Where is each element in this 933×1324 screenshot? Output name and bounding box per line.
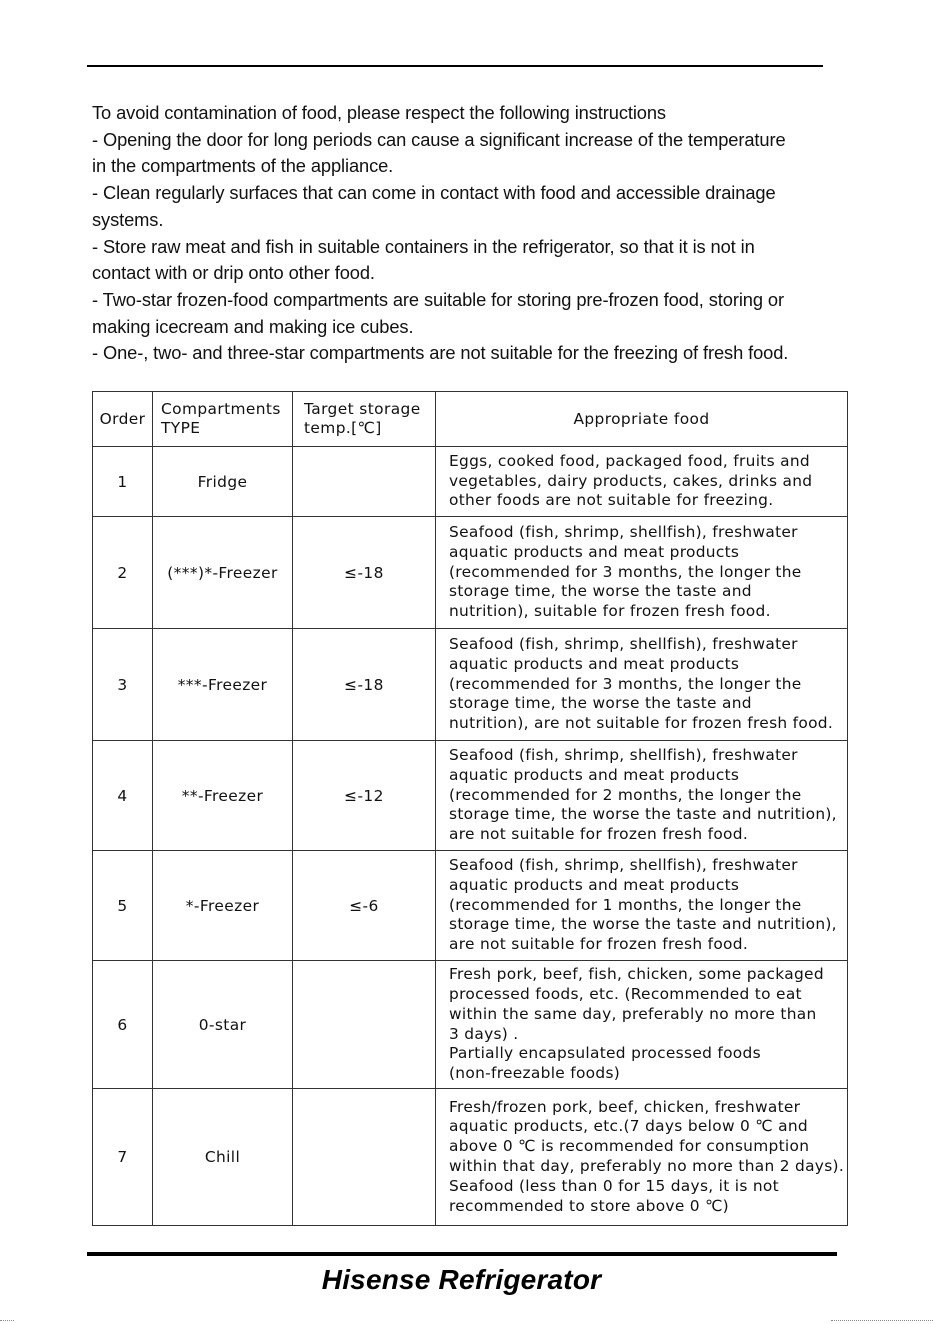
food-line: aquatic products and meat products	[449, 765, 740, 784]
food-line: aquatic products and meat products	[449, 875, 740, 894]
table-row	[93, 629, 848, 741]
appropriate-food-cell	[436, 447, 848, 517]
header-temp-line1: Target storage	[304, 400, 421, 418]
instruction-line: - One-, two- and three-star compartments are not suitable for the freezing of fresh food.	[92, 342, 789, 364]
food-line: aquatic products and meat products	[449, 654, 740, 673]
food-line: Seafood (fish, shrimp, shellfish), freshwater	[449, 856, 798, 874]
order-cell: 6	[93, 961, 153, 1089]
table-row	[93, 447, 848, 517]
target-temp-cell: ≤-18	[293, 629, 436, 741]
food-line: within that day, preferably no more than 2 days).	[449, 1157, 845, 1175]
food-line: aquatic products, etc.(7 days below 0 ℃ and	[449, 1117, 808, 1136]
food-line: (recommended for 3 months, the longer the	[449, 562, 802, 581]
food-line: Seafood (fish, shrimp, shellfish), freshwater	[449, 523, 798, 541]
header-type-line2: TYPE	[161, 419, 201, 437]
compartment-type-cell: (***)*-Freezer	[153, 517, 293, 629]
appropriate-food-cell	[436, 851, 848, 961]
header-type-line1: Compartments	[161, 400, 281, 418]
compartment-type-cell: Chill	[153, 1089, 293, 1226]
top-rule	[87, 65, 823, 67]
corner-mark-left	[0, 1320, 14, 1322]
order-cell: 1	[93, 447, 153, 517]
table-row	[93, 741, 848, 851]
food-line: (recommended for 1 months, the longer the	[449, 895, 802, 914]
target-temp-cell: ≤-18	[293, 517, 436, 629]
header-compartment-type	[153, 392, 293, 447]
food-line: processed foods, etc. (Recommended to eat	[449, 984, 802, 1003]
instruction-line: systems.	[92, 208, 164, 230]
order-cell: 4	[93, 741, 153, 851]
table-row	[93, 1089, 848, 1226]
corner-mark-right	[831, 1320, 933, 1322]
food-line: storage time, the worse the taste and nutrition),	[449, 915, 837, 934]
appropriate-food-cell	[436, 1089, 848, 1226]
food-line: Fresh pork, beef, fish, chicken, some packaged	[449, 965, 824, 984]
food-line: vegetables, dairy products, cakes, drinks and	[449, 471, 813, 490]
table-header-row	[93, 392, 848, 447]
compartment-type-cell: Fridge	[153, 447, 293, 517]
food-line: storage time, the worse the taste and nutrition),	[449, 805, 837, 824]
instruction-line: in the compartments of the appliance.	[92, 155, 394, 177]
appropriate-food-cell	[436, 741, 848, 851]
instruction-line: making icecream and making ice cubes.	[92, 315, 414, 337]
target-temp-cell	[293, 1089, 436, 1226]
food-line: are not suitable for frozen fresh food.	[449, 935, 749, 954]
food-line: Eggs, cooked food, packaged food, fruits and	[449, 451, 810, 470]
food-line: other foods are not suitable for freezing.	[449, 491, 774, 510]
compartment-food-table	[92, 391, 848, 1226]
instruction-line: - Opening the door for long periods can cause a significant increase of the temperature	[92, 128, 786, 150]
instruction-line: - Store raw meat and fish in suitable containers in the refrigerator, so that it is not in	[92, 235, 755, 257]
food-line: Partially encapsulated processed foods	[449, 1044, 761, 1063]
brand-footer: Hisense Refrigerator	[321, 1264, 602, 1295]
order-cell: 2	[93, 517, 153, 629]
target-temp-cell	[293, 961, 436, 1089]
instruction-line: contact with or drip onto other food.	[92, 262, 375, 284]
food-line: Seafood (fish, shrimp, shellfish), freshwater	[449, 635, 798, 653]
table-row	[93, 961, 848, 1089]
compartment-type-cell: ***-Freezer	[153, 629, 293, 741]
food-line: recommended to store above 0 ℃)	[449, 1196, 729, 1215]
compartment-type-cell: **-Freezer	[153, 741, 293, 851]
header-appropriate-food: Appropriate food	[436, 392, 848, 447]
food-line: are not suitable for frozen fresh food.	[449, 825, 749, 844]
header-target-temp	[293, 392, 436, 447]
instructions-text	[92, 100, 852, 367]
compartment-type-cell: 0-star	[153, 961, 293, 1089]
table-row	[93, 517, 848, 629]
food-line: storage time, the worse the taste and	[449, 582, 752, 601]
food-line: (recommended for 2 months, the longer the	[449, 785, 802, 804]
food-line: 3 days) .	[449, 1024, 519, 1043]
food-line: above 0 ℃ is recommended for consumption	[449, 1137, 810, 1156]
food-line: Fresh/frozen pork, beef, chicken, freshwater	[449, 1097, 801, 1116]
order-cell: 3	[93, 629, 153, 741]
header-temp-line2: temp.[℃]	[304, 419, 382, 437]
target-temp-cell: ≤-6	[293, 851, 436, 961]
target-temp-cell: ≤-12	[293, 741, 436, 851]
food-line: nutrition), are not suitable for frozen fresh food.	[449, 714, 834, 733]
food-line: aquatic products and meat products	[449, 542, 740, 561]
food-line: Seafood (fish, shrimp, shellfish), freshwater	[449, 746, 798, 764]
food-line: within the same day, preferably no more than	[449, 1004, 817, 1023]
food-line: storage time, the worse the taste and	[449, 694, 752, 713]
instruction-line: To avoid contamination of food, please respect the following instructions	[92, 102, 666, 123]
order-cell: 5	[93, 851, 153, 961]
appropriate-food-cell	[436, 961, 848, 1089]
target-temp-cell	[293, 447, 436, 517]
compartment-type-cell: *-Freezer	[153, 851, 293, 961]
appropriate-food-cell	[436, 629, 848, 741]
table-row	[93, 851, 848, 961]
instruction-line: - Two-star frozen-food compartments are suitable for storing pre-frozen food, storing or	[92, 288, 784, 310]
food-line: nutrition), suitable for frozen fresh food.	[449, 602, 771, 621]
instruction-line: - Clean regularly surfaces that can come in contact with food and accessible drainage	[92, 182, 776, 204]
order-cell: 7	[93, 1089, 153, 1226]
bottom-rule	[87, 1252, 837, 1256]
header-order: Order	[93, 392, 153, 447]
food-line: (non-freezable foods)	[449, 1064, 621, 1083]
food-line: (recommended for 3 months, the longer the	[449, 674, 802, 693]
appropriate-food-cell	[436, 517, 848, 629]
food-line: Seafood (less than 0 for 15 days, it is not	[449, 1176, 779, 1195]
